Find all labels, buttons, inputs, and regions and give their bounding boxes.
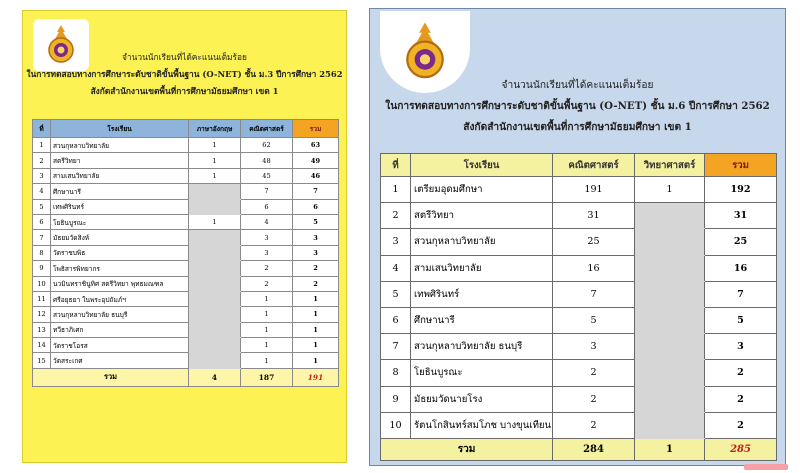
school-name: มัธยมวัดนายโรง bbox=[411, 386, 553, 412]
left-title-line-3: สังกัดสำนักงานเขตพื้นที่การศึกษามัธยมศึกษา เขต 1 bbox=[90, 86, 279, 96]
english-count bbox=[189, 230, 241, 245]
total-count: 7 bbox=[705, 281, 777, 307]
table-row bbox=[33, 168, 339, 183]
table-row bbox=[33, 261, 339, 276]
english-count bbox=[189, 261, 241, 276]
right-results-table bbox=[380, 153, 777, 461]
row-number: 3 bbox=[381, 229, 411, 255]
math-count: 2 bbox=[241, 276, 293, 291]
english-count: 1 bbox=[189, 168, 241, 183]
row-number: 4 bbox=[33, 184, 51, 199]
row-number: 14 bbox=[33, 338, 51, 353]
row-number: 3 bbox=[33, 168, 51, 183]
total-count: 1 bbox=[293, 353, 339, 368]
corner-mark bbox=[744, 464, 788, 470]
table-row bbox=[33, 276, 339, 291]
table-row bbox=[381, 412, 777, 438]
school-name: นวมินทราชินูทิศ สตรีวิทยา พุทธมณฑล bbox=[51, 276, 189, 291]
sum-science: 1 bbox=[635, 438, 705, 460]
table-row bbox=[33, 338, 339, 353]
school-name: วัดสระเกศ bbox=[51, 353, 189, 368]
english-count bbox=[189, 199, 241, 214]
total-count: 31 bbox=[705, 203, 777, 229]
school-name: สตรีวิทยา bbox=[51, 153, 189, 168]
math-count: 2 bbox=[553, 412, 635, 438]
row-number: 9 bbox=[381, 386, 411, 412]
math-count: 1 bbox=[241, 291, 293, 306]
math-count: 62 bbox=[241, 138, 293, 153]
right-panel-m6 bbox=[369, 8, 786, 466]
math-count: 31 bbox=[553, 203, 635, 229]
right-title-line-1: จำนวนนักเรียนที่ได้คะแนนเต็มร้อย bbox=[501, 80, 654, 91]
sum-english: 4 bbox=[189, 368, 241, 386]
sum-total: 191 bbox=[293, 368, 339, 386]
math-count: 3 bbox=[241, 230, 293, 245]
col-header-school: โรงเรียน bbox=[51, 120, 189, 138]
sum-row bbox=[33, 368, 339, 386]
school-name: ทวีธาภิเศก bbox=[51, 322, 189, 337]
row-number: 6 bbox=[33, 214, 51, 229]
right-title-line-2: ในการทดสอบทางการศึกษาระดับชาติขั้นพื้นฐาน (O-NET) ชั้น ม.6 ปีการศึกษา 2562 bbox=[385, 100, 770, 112]
school-name: เตรียมอุดมศึกษา bbox=[411, 177, 553, 203]
science-count bbox=[635, 229, 705, 255]
left-panel-m3 bbox=[22, 10, 347, 463]
math-count: 25 bbox=[553, 229, 635, 255]
col-header-total: รวม bbox=[293, 120, 339, 138]
math-count: 1 bbox=[241, 322, 293, 337]
row-number: 11 bbox=[33, 291, 51, 306]
math-count: 1 bbox=[241, 338, 293, 353]
math-count: 16 bbox=[553, 255, 635, 281]
row-number: 4 bbox=[381, 255, 411, 281]
row-number: 7 bbox=[33, 230, 51, 245]
school-name: ศึกษานารี bbox=[411, 307, 553, 333]
row-number: 15 bbox=[33, 353, 51, 368]
english-count: 1 bbox=[189, 214, 241, 229]
row-number: 6 bbox=[381, 307, 411, 333]
total-count: 63 bbox=[293, 138, 339, 153]
row-number: 5 bbox=[381, 281, 411, 307]
row-number: 10 bbox=[381, 412, 411, 438]
english-count bbox=[189, 307, 241, 322]
row-number: 2 bbox=[381, 203, 411, 229]
col-header-no: ที่ bbox=[33, 120, 51, 138]
math-count: 2 bbox=[553, 386, 635, 412]
school-name: โยธินบูรณะ bbox=[51, 214, 189, 229]
left-title-line-2: ในการทดสอบทางการศึกษาระดับชาติขั้นพื้นฐาน (O-NET) ชั้น ม.3 ปีการศึกษา 2562 bbox=[26, 69, 343, 79]
table-row bbox=[33, 138, 339, 153]
table-row bbox=[381, 281, 777, 307]
table-row bbox=[381, 203, 777, 229]
science-count bbox=[635, 334, 705, 360]
sum-label: รวม bbox=[33, 368, 189, 386]
math-count: 2 bbox=[553, 360, 635, 386]
row-number: 1 bbox=[33, 138, 51, 153]
math-count: 7 bbox=[241, 184, 293, 199]
school-name: โพธิสารพิทยากร bbox=[51, 261, 189, 276]
row-number: 8 bbox=[381, 360, 411, 386]
total-count: 5 bbox=[293, 214, 339, 229]
school-name: รัตนโกสินทร์สมโภช บางขุนเทียน bbox=[411, 412, 553, 438]
math-count: 48 bbox=[241, 153, 293, 168]
school-name: โยธินบูรณะ bbox=[411, 360, 553, 386]
school-name: วัดราชบพิธ bbox=[51, 245, 189, 260]
english-count bbox=[189, 184, 241, 199]
total-count: 3 bbox=[293, 230, 339, 245]
row-number: 7 bbox=[381, 334, 411, 360]
school-name: สวนกุหลาบวิทยาลัย ธนบุรี bbox=[51, 307, 189, 322]
table-row bbox=[381, 307, 777, 333]
total-count: 1 bbox=[293, 307, 339, 322]
row-number: 13 bbox=[33, 322, 51, 337]
table-row bbox=[33, 184, 339, 199]
english-count bbox=[189, 338, 241, 353]
total-count: 5 bbox=[705, 307, 777, 333]
table-row bbox=[381, 255, 777, 281]
col-header-math: คณิตศาสตร์ bbox=[241, 120, 293, 138]
table-row bbox=[33, 322, 339, 337]
col-header-math: คณิตศาสตร์ bbox=[553, 154, 635, 177]
right-title bbox=[370, 75, 785, 138]
math-count: 3 bbox=[553, 334, 635, 360]
row-number: 12 bbox=[33, 307, 51, 322]
school-name: สวนกุหลาบวิทยาลัย bbox=[411, 229, 553, 255]
total-count: 25 bbox=[705, 229, 777, 255]
total-count: 6 bbox=[293, 199, 339, 214]
table-row bbox=[33, 307, 339, 322]
school-name: สามเสนวิทยาลัย bbox=[51, 168, 189, 183]
science-count bbox=[635, 386, 705, 412]
right-title-line-3: สังกัดสำนักงานเขตพื้นที่การศึกษามัธยมศึกษา เขต 1 bbox=[463, 121, 692, 133]
school-name: สตรีวิทยา bbox=[411, 203, 553, 229]
school-name: เทพศิรินทร์ bbox=[411, 281, 553, 307]
total-count: 2 bbox=[293, 261, 339, 276]
science-count bbox=[635, 281, 705, 307]
table-row bbox=[33, 199, 339, 214]
sum-total: 285 bbox=[705, 438, 777, 460]
table-row bbox=[33, 353, 339, 368]
total-count: 2 bbox=[293, 276, 339, 291]
math-count: 4 bbox=[241, 214, 293, 229]
total-count: 1 bbox=[293, 322, 339, 337]
row-number: 9 bbox=[33, 261, 51, 276]
table-row bbox=[381, 177, 777, 203]
left-title bbox=[23, 49, 346, 100]
sum-label: รวม bbox=[381, 438, 553, 460]
total-count: 192 bbox=[705, 177, 777, 203]
col-header-english: ภาษาอังกฤษ bbox=[189, 120, 241, 138]
obec-emblem-icon bbox=[402, 21, 448, 83]
table-row bbox=[33, 245, 339, 260]
english-count bbox=[189, 353, 241, 368]
sum-math: 284 bbox=[553, 438, 635, 460]
row-number: 10 bbox=[33, 276, 51, 291]
science-count bbox=[635, 307, 705, 333]
col-header-no: ที่ bbox=[381, 154, 411, 177]
right-header-row bbox=[381, 154, 777, 177]
english-count bbox=[189, 245, 241, 260]
school-name: วัดราชโอรส bbox=[51, 338, 189, 353]
total-count: 2 bbox=[705, 360, 777, 386]
table-row bbox=[381, 334, 777, 360]
school-name: เทพศิรินทร์ bbox=[51, 199, 189, 214]
math-count: 6 bbox=[241, 199, 293, 214]
english-count bbox=[189, 291, 241, 306]
math-count: 1 bbox=[241, 307, 293, 322]
english-count: 1 bbox=[189, 138, 241, 153]
table-row bbox=[33, 153, 339, 168]
row-number: 1 bbox=[381, 177, 411, 203]
math-count: 45 bbox=[241, 168, 293, 183]
table-row bbox=[33, 230, 339, 245]
science-count bbox=[635, 203, 705, 229]
science-count: 1 bbox=[635, 177, 705, 203]
school-name: สามเสนวิทยาลัย bbox=[411, 255, 553, 281]
english-count bbox=[189, 276, 241, 291]
school-name: มัธยมวัดสิงห์ bbox=[51, 230, 189, 245]
total-count: 7 bbox=[293, 184, 339, 199]
col-header-school: โรงเรียน bbox=[411, 154, 553, 177]
table-row bbox=[381, 360, 777, 386]
school-name: สวนกุหลาบวิทยาลัย ธนบุรี bbox=[411, 334, 553, 360]
row-number: 8 bbox=[33, 245, 51, 260]
english-count: 1 bbox=[189, 153, 241, 168]
math-count: 2 bbox=[241, 261, 293, 276]
row-number: 2 bbox=[33, 153, 51, 168]
school-name: สวนกุหลาบวิทยาลัย bbox=[51, 138, 189, 153]
science-count bbox=[635, 255, 705, 281]
row-number: 5 bbox=[33, 199, 51, 214]
math-count: 191 bbox=[553, 177, 635, 203]
total-count: 46 bbox=[293, 168, 339, 183]
col-header-total: รวม bbox=[705, 154, 777, 177]
math-count: 7 bbox=[553, 281, 635, 307]
science-count bbox=[635, 412, 705, 438]
table-row bbox=[33, 214, 339, 229]
total-count: 2 bbox=[705, 412, 777, 438]
table-row bbox=[33, 291, 339, 306]
left-title-line-1: จำนวนนักเรียนที่ได้คะแนนเต็มร้อย bbox=[122, 52, 247, 62]
total-count: 1 bbox=[293, 291, 339, 306]
total-count: 1 bbox=[293, 338, 339, 353]
table-row bbox=[381, 386, 777, 412]
total-count: 49 bbox=[293, 153, 339, 168]
total-count: 16 bbox=[705, 255, 777, 281]
left-results-table bbox=[32, 119, 339, 387]
sum-row bbox=[381, 438, 777, 460]
table-row bbox=[381, 229, 777, 255]
math-count: 3 bbox=[241, 245, 293, 260]
math-count: 1 bbox=[241, 353, 293, 368]
english-count bbox=[189, 322, 241, 337]
school-name: ศึกษานารี bbox=[51, 184, 189, 199]
school-name: ศรีอยุธยา ในพระอุปถัมภ์ฯ bbox=[51, 291, 189, 306]
sum-math: 187 bbox=[241, 368, 293, 386]
total-count: 3 bbox=[705, 334, 777, 360]
science-count bbox=[635, 360, 705, 386]
col-header-science: วิทยาศาสตร์ bbox=[635, 154, 705, 177]
left-header-row bbox=[33, 120, 339, 138]
total-count: 2 bbox=[705, 386, 777, 412]
total-count: 3 bbox=[293, 245, 339, 260]
math-count: 5 bbox=[553, 307, 635, 333]
